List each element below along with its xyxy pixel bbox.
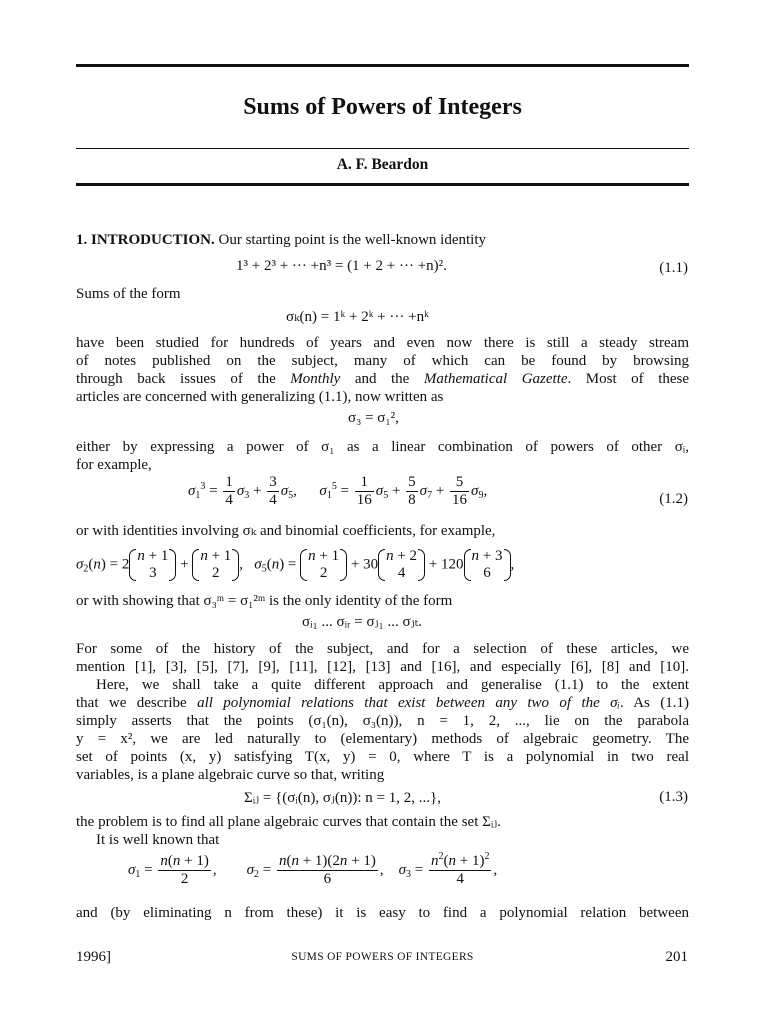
- para3-line8: variables, is a plane algebraic curve so that, writing: [76, 767, 385, 783]
- sigma3-equation: σ₃ = σ₁²,: [348, 410, 399, 426]
- para1-line4: articles are concerned with generalizing (1.1), now written as: [76, 389, 444, 405]
- equation-1-2: $\sigma_1^3$ = $\frac{1}{4}$ $\sigma_3$ + $\frac{3}{4}$ $\sigma_5$, $\sigma_1^5$ = $\frac{1}{16}$ $\sigma_5$ + $\frac{5}{8}$ $\sigma_7$ + $\frac{5}{16}$ $\sigma_9$,: [188, 474, 488, 508]
- footer-year: 1996]: [76, 949, 111, 965]
- problem-text: the problem is to find all plane algebraic curves that contain the set Σᵢⱼ.: [76, 814, 502, 830]
- para3-line7: set of points (x, y) satisfying T(x, y) = 0, where T is a polynomial in two real: [76, 749, 689, 765]
- para1-line3-c: and the: [354, 371, 410, 387]
- para3-line5: simply asserts that the points (σ₁(n), σ₃(n)), n = 1, 2, ..., lie on the parabola: [76, 713, 689, 729]
- binomial-equation: $\sigma_2(n) = 2$ n + 1 3 + n + 1 2 , $\sigma_5(n)$ = n + 1 2 + 30 n + 2 4 + 120 n + 3 6 ,: [76, 548, 515, 581]
- sigma-formulas: $\sigma_1$ = $\frac{n(n + 1)}{2}$ , $\sigma_2$ = $\frac{n(n + 1)(2n + 1)}{6}$ , $\sigma_3$ = $\frac{n^2(n + 1)^2}{4}$ ,: [128, 851, 498, 887]
- paper-title: Sums of Powers of Integers: [243, 94, 522, 120]
- known-text: It is well known that: [96, 832, 220, 848]
- binomial-intro-text: or with identities involving σₖ and binomial coefficients, for example,: [76, 523, 496, 539]
- section-heading: 1. INTRODUCTION.: [76, 232, 215, 248]
- top-rule: [76, 64, 689, 67]
- para3-line2: mention [1], [3], [5], [7], [9], [11], [12], [13] and [16], and especially [6], [8] and [10].: [76, 659, 689, 675]
- sigma-definition: σₖ(n) = 1ᵏ + 2ᵏ + ··· +nᵏ: [286, 309, 429, 325]
- para1-line1: have been studied for hundreds of years and even now there is still a steady stream: [76, 335, 689, 351]
- para3-line4-c: . As (1.1): [619, 695, 690, 711]
- para3-line4: [76, 694, 689, 712]
- para3-line3: Here, we shall take a quite different approach and generalise (1.1) to the extent: [96, 677, 689, 693]
- para2-line1: either by expressing a power of σ₁ as a linear combination of powers of other σᵢ,: [76, 439, 689, 455]
- para1-line3-e: . Most of these: [567, 371, 690, 387]
- showing-text: or with showing that σ₃ᵐ = σ₁²ᵐ is the only identity of the form: [76, 593, 453, 609]
- para1-line3: [76, 370, 689, 388]
- equation-1-1: 1³ + 2³ + ··· +n³ = (1 + 2 + ··· +n)².: [236, 258, 447, 274]
- intro-line: [76, 231, 689, 249]
- author-rule: [76, 183, 689, 186]
- equation-number-1-2: (1.2): [659, 491, 688, 507]
- para3-line4-emphasis: all polynomial relations that exist between any two of the σᵢ: [197, 695, 620, 711]
- para3-line1: For some of the history of the subject, and for a selection of these articles, we: [76, 641, 689, 657]
- author-name: A. F. Beardon: [336, 156, 429, 173]
- equation-number-1-3: (1.3): [659, 789, 688, 805]
- equation-1-3: Σᵢⱼ = {(σᵢ(n), σⱼ(n)): n = 1, 2, ...},: [244, 790, 441, 806]
- title-rule: [76, 148, 689, 149]
- para2-line2: for example,: [76, 457, 152, 473]
- journal-monthly: Monthly: [290, 371, 341, 387]
- para3-line4-a: that we describe: [76, 695, 187, 711]
- journal-gazette: Mathematical Gazette: [423, 371, 568, 387]
- sums-text: Sums of the form: [76, 286, 181, 302]
- para1-line3-a: through back issues of the: [76, 371, 276, 387]
- page-number: 201: [665, 949, 688, 965]
- product-equation: σᵢ₁ ... σᵢᵣ = σⱼ₁ ... σⱼₜ.: [302, 614, 422, 630]
- para1-line2: of notes published on the subject, many of which can be found by browsing: [76, 353, 689, 369]
- running-head: SUMS OF POWERS OF INTEGERS: [291, 951, 474, 963]
- para3-line6: y = x², we are led naturally to (elementary) methods of algebraic geometry. The: [76, 731, 689, 747]
- intro-text: Our starting point is the well-known identity: [218, 232, 486, 248]
- equation-number-1-1: (1.1): [659, 260, 688, 276]
- last-line: and (by eliminating n from these) it is easy to find a polynomial relation between: [76, 905, 689, 921]
